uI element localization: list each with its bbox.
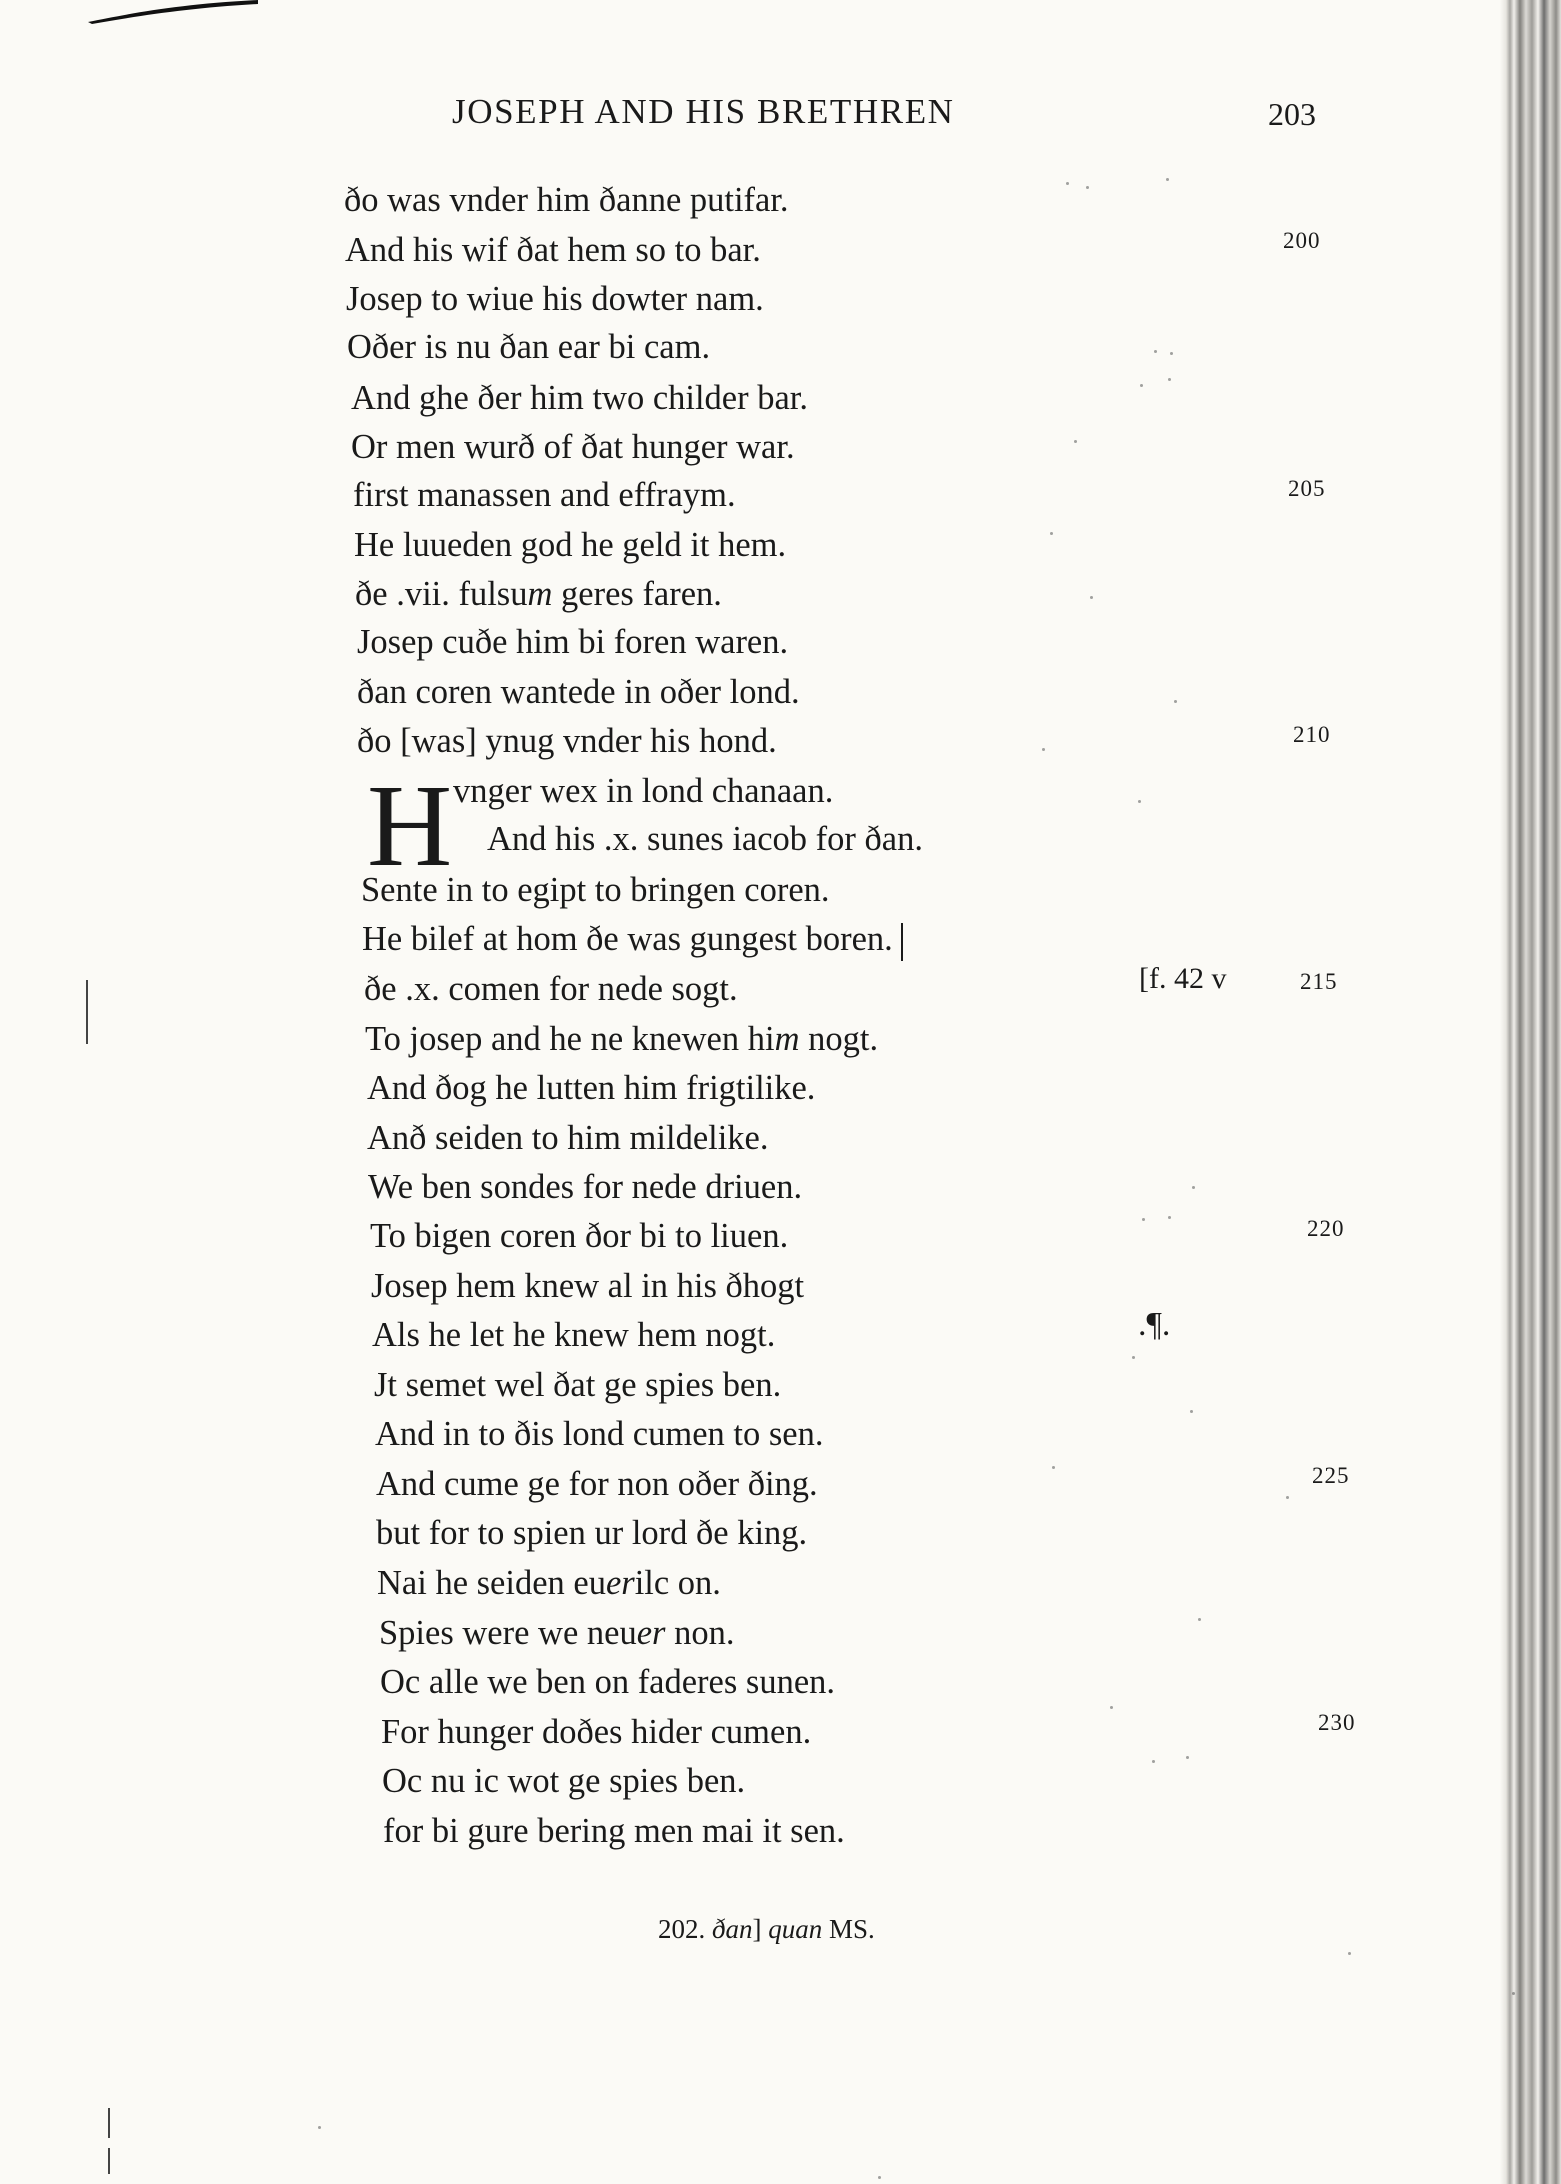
verse-line: And his .x. sunes iacob for ðan.	[487, 820, 923, 858]
scan-mark	[108, 2148, 110, 2174]
paragraph-mark: .¶.	[1138, 1306, 1171, 1343]
verse-line: ðe .vii. fulsum geres faren.	[355, 575, 722, 613]
verse-line: Oc nu ic wot ge spies ben.	[382, 1762, 746, 1800]
verse-line: Oðer is nu ðan ear bi cam.	[347, 328, 711, 366]
footnote-lemma: ðan	[712, 1914, 753, 1944]
footnote	[658, 1914, 875, 1945]
verse-line: Nai he seiden euerilc on.	[377, 1564, 721, 1602]
verse-line: And cume ge for non oðer ðing.	[376, 1465, 818, 1503]
verse-line: Oc alle we ben on faderes sunen.	[380, 1663, 836, 1701]
footnote-reading: quan	[768, 1914, 823, 1944]
verse-line: Josep hem knew al in his ðhogt	[371, 1267, 805, 1305]
scan-mark	[108, 2108, 110, 2138]
verse-line: ðo was vnder him ðanne putifar.	[344, 181, 789, 219]
verse-line: To josep and he ne knewen him nogt.	[365, 1020, 879, 1058]
folio-reference: [f. 42 v	[1139, 962, 1227, 995]
verse-line: Josep to wiue his dowter nam.	[346, 280, 764, 318]
verse-line: For hunger doðes hider cumen.	[381, 1713, 812, 1751]
scan-binding-edge	[1500, 0, 1561, 2184]
verse-line: ðe .x. comen for nede sogt.	[364, 970, 738, 1008]
footnote-source: MS.	[829, 1914, 875, 1944]
verse-line: And ghe ðer him two childer bar.	[351, 379, 809, 417]
line-number: 220	[1307, 1216, 1345, 1241]
verse-line: To bigen coren ðor bi to liuen.	[370, 1217, 789, 1255]
verse-line: Jt semet wel ðat ge spies ben.	[374, 1366, 782, 1404]
line-number: 230	[1318, 1710, 1356, 1735]
scan-smudge	[88, 0, 258, 24]
line-number: 205	[1288, 476, 1326, 501]
verse-line: Als he let he knew hem nogt.	[372, 1316, 776, 1354]
verse-line: He luueden god he geld it hem.	[354, 526, 787, 564]
page-number: 203	[1268, 96, 1316, 132]
line-number: 225	[1312, 1463, 1350, 1488]
verse-line: ðan coren wantede in oðer lond.	[357, 673, 800, 711]
scan-mark	[86, 980, 88, 1044]
verse-line: And his wif ðat hem so to bar.	[345, 231, 761, 269]
verse-line: Josep cuðe him bi foren waren.	[357, 623, 789, 661]
line-number: 210	[1293, 722, 1331, 747]
verse-line: but for to spien ur lord ðe king.	[376, 1514, 808, 1552]
verse-line: And in to ðis lond cumen to sen.	[375, 1415, 824, 1453]
line-number: 200	[1283, 228, 1321, 253]
verse-line: And ðog he lutten him frigtilike.	[367, 1069, 816, 1107]
line-number: 215	[1300, 969, 1338, 994]
verse-line: We ben sondes for nede driuen.	[368, 1168, 803, 1206]
verse-line: He bilef at hom ðe was gungest boren.	[362, 915, 1162, 964]
footnote-bracket: ]	[752, 1914, 762, 1944]
verse-line: Spies were we neuer non.	[379, 1614, 735, 1652]
verse-line: for bi gure bering men mai it sen.	[383, 1812, 845, 1850]
verse-line: vnger wex in lond chanaan.	[453, 772, 834, 810]
verse-line: Anð seiden to him mildelike.	[367, 1119, 769, 1157]
folio-break-mark	[901, 923, 903, 961]
footnote-number: 202.	[658, 1914, 706, 1944]
running-title: JOSEPH AND HIS BRETHREN	[452, 92, 955, 131]
verse-line: ðo [was] ynug vnder his hond.	[357, 722, 777, 760]
verse-line: Sente in to egipt to bringen coren.	[361, 871, 830, 909]
verse-line: Or men wurð of ðat hunger war.	[351, 428, 795, 466]
drop-cap: H	[367, 760, 453, 891]
verse-line: first manassen and effraym.	[353, 476, 736, 514]
